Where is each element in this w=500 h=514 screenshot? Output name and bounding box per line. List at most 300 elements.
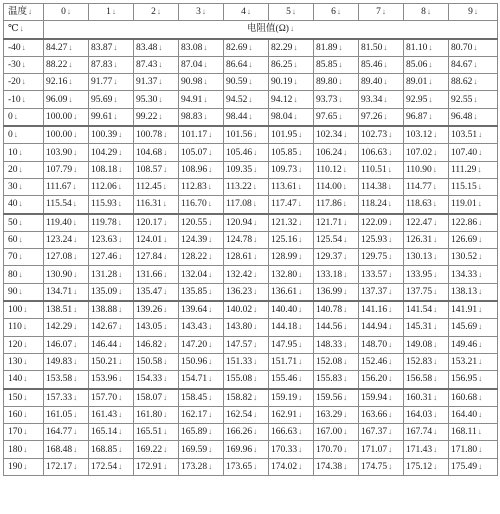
resistance-cell: 148.70↓ — [359, 336, 404, 353]
resistance-cell: 103.90↓ — [44, 144, 89, 161]
resistance-cell: 105.46↓ — [224, 144, 269, 161]
resistance-cell: 109.73↓ — [269, 161, 314, 178]
resistance-cell: 134.71↓ — [44, 283, 89, 301]
resistance-cell: 171.43↓ — [404, 441, 449, 458]
resistance-cell: 135.47↓ — [134, 283, 179, 301]
digit-header: 8↓ — [404, 4, 449, 21]
resistance-cell: 143.05↓ — [134, 319, 179, 336]
table-row — [4, 424, 498, 441]
resistance-cell: 89.80↓ — [314, 74, 359, 91]
resistance-cell: 105.85↓ — [269, 144, 314, 161]
resistance-cell: 120.55↓ — [179, 214, 224, 232]
resistance-cell: 96.09↓ — [44, 91, 89, 108]
resistance-cell: 119.40↓ — [44, 214, 89, 232]
resistance-cell: 161.80↓ — [134, 406, 179, 423]
resistance-cell: 141.91↓ — [449, 301, 498, 319]
resistance-cell: 118.24↓ — [359, 196, 404, 214]
temperature-cell: -10↓ — [4, 91, 44, 108]
resistance-cell: 101.95↓ — [269, 126, 314, 144]
resistance-cell: 117.47↓ — [269, 196, 314, 214]
resistance-cell: 162.54↓ — [224, 406, 269, 423]
resistance-cell: 140.40↓ — [269, 301, 314, 319]
resistance-cell: 147.20↓ — [179, 336, 224, 353]
resistance-cell: 159.94↓ — [359, 389, 404, 407]
resistance-cell: 94.52↓ — [224, 91, 269, 108]
temperature-cell: 120↓ — [4, 336, 44, 353]
resistance-cell: 144.56↓ — [314, 319, 359, 336]
resistance-cell: 120.17↓ — [134, 214, 179, 232]
resistance-cell: 103.51↓ — [449, 126, 498, 144]
resistance-cell: 129.75↓ — [359, 249, 404, 266]
resistance-cell: 125.93↓ — [359, 231, 404, 248]
resistance-cell: 135.85↓ — [179, 283, 224, 301]
resistance-cell: 168.11↓ — [449, 424, 498, 441]
resistance-cell: 92.95↓ — [404, 91, 449, 108]
digit-header: 4↓ — [224, 4, 269, 21]
temperature-cell: 90↓ — [4, 283, 44, 301]
resistance-cell: 114.38↓ — [359, 178, 404, 195]
table-row — [4, 249, 498, 266]
digit-header: 3↓ — [179, 4, 224, 21]
resistance-cell: 98.04↓ — [269, 108, 314, 126]
resistance-cell: 84.67↓ — [449, 56, 498, 73]
resistance-cell: 115.93↓ — [89, 196, 134, 214]
resistance-cell: 166.63↓ — [269, 424, 314, 441]
temperature-cell: 0↓ — [4, 108, 44, 126]
resistance-cell: 173.65↓ — [224, 458, 269, 475]
resistance-cell: 172.54↓ — [89, 458, 134, 475]
resistance-cell: 93.73↓ — [314, 91, 359, 108]
temperature-cell: 130↓ — [4, 353, 44, 370]
resistance-cell: 153.58↓ — [44, 371, 89, 389]
resistance-cell: 94.91↓ — [179, 91, 224, 108]
resistance-cell: 142.29↓ — [44, 319, 89, 336]
temperature-cell: 70↓ — [4, 249, 44, 266]
table-row — [4, 74, 498, 91]
resistance-cell: 82.69↓ — [224, 39, 269, 57]
resistance-cell: 113.22↓ — [224, 178, 269, 195]
table-row — [4, 371, 498, 389]
table-row — [4, 389, 498, 407]
resistance-cell: 155.83↓ — [314, 371, 359, 389]
resistance-cell: 86.25↓ — [269, 56, 314, 73]
resistance-cell: 141.16↓ — [359, 301, 404, 319]
resistance-cell: 160.31↓ — [404, 389, 449, 407]
resistance-cell: 106.24↓ — [314, 144, 359, 161]
resistance-cell: 96.48↓ — [449, 108, 498, 126]
resistance-cell: 155.08↓ — [224, 371, 269, 389]
resistance-cell: 149.83↓ — [44, 353, 89, 370]
resistance-cell: 146.07↓ — [44, 336, 89, 353]
resistance-cell: 85.85↓ — [314, 56, 359, 73]
resistance-cell: 132.04↓ — [179, 266, 224, 283]
resistance-cell: 174.38↓ — [314, 458, 359, 475]
table-row — [4, 319, 498, 336]
resistance-cell: 175.12↓ — [404, 458, 449, 475]
resistance-cell: 111.29↓ — [449, 161, 498, 178]
resistance-cell: 83.87↓ — [89, 39, 134, 57]
resistance-cell: 88.22↓ — [44, 56, 89, 73]
resistance-cell: 156.20↓ — [359, 371, 404, 389]
resistance-cell: 167.37↓ — [359, 424, 404, 441]
resistance-cell: 91.77↓ — [89, 74, 134, 91]
resistance-cell: 163.29↓ — [314, 406, 359, 423]
table-row — [4, 353, 498, 370]
resistance-cell: 165.14↓ — [89, 424, 134, 441]
resistance-cell: 119.78↓ — [89, 214, 134, 232]
temperature-cell: 60↓ — [4, 231, 44, 248]
corner-temperature-label: 温度↓ — [4, 4, 44, 21]
resistance-cell: 128.22↓ — [179, 249, 224, 266]
temperature-cell: -20↓ — [4, 74, 44, 91]
resistance-cell: 150.58↓ — [134, 353, 179, 370]
table-row — [4, 336, 498, 353]
resistance-cell: 109.35↓ — [224, 161, 269, 178]
table-row — [4, 178, 498, 195]
header-row-unit — [4, 21, 498, 39]
resistance-cell: 151.33↓ — [224, 353, 269, 370]
resistance-cell: 102.73↓ — [359, 126, 404, 144]
resistance-cell: 133.95↓ — [404, 266, 449, 283]
resistance-cell: 170.33↓ — [269, 441, 314, 458]
table-row — [4, 144, 498, 161]
resistance-cell: 122.09↓ — [359, 214, 404, 232]
resistance-cell: 140.02↓ — [224, 301, 269, 319]
resistance-cell: 151.71↓ — [269, 353, 314, 370]
table-row — [4, 266, 498, 283]
resistance-cell: 147.95↓ — [269, 336, 314, 353]
resistance-cell: 149.46↓ — [449, 336, 498, 353]
resistance-cell: 161.43↓ — [89, 406, 134, 423]
resistance-cell: 108.57↓ — [134, 161, 179, 178]
resistance-cell: 84.27↓ — [44, 39, 89, 57]
resistance-cell: 132.80↓ — [269, 266, 314, 283]
resistance-cell: 163.66↓ — [359, 406, 404, 423]
resistance-cell: 95.30↓ — [134, 91, 179, 108]
resistance-cell: 144.94↓ — [359, 319, 404, 336]
temperature-cell: 160↓ — [4, 406, 44, 423]
resistance-cell: 115.54↓ — [44, 196, 89, 214]
resistance-cell: 156.95↓ — [449, 371, 498, 389]
resistance-cell: 92.16↓ — [44, 74, 89, 91]
temperature-cell: 110↓ — [4, 319, 44, 336]
resistance-cell: 123.24↓ — [44, 231, 89, 248]
resistance-cell: 105.07↓ — [179, 144, 224, 161]
resistance-cell: 130.13↓ — [404, 249, 449, 266]
resistance-cell: 86.64↓ — [224, 56, 269, 73]
resistance-cell: 138.51↓ — [44, 301, 89, 319]
resistance-cell: 110.51↓ — [359, 161, 404, 178]
resistance-cell: 130.52↓ — [449, 249, 498, 266]
resistance-cell: 168.48↓ — [44, 441, 89, 458]
resistance-cell: 99.22↓ — [134, 108, 179, 126]
table-row — [4, 39, 498, 57]
resistance-cell: 115.15↓ — [449, 178, 498, 195]
resistance-cell: 153.21↓ — [449, 353, 498, 370]
resistance-cell: 106.63↓ — [359, 144, 404, 161]
resistance-cell: 107.02↓ — [404, 144, 449, 161]
digit-header: 2↓ — [134, 4, 179, 21]
resistance-cell: 121.71↓ — [314, 214, 359, 232]
resistance-cell: 145.69↓ — [449, 319, 498, 336]
resistance-cell: 133.18↓ — [314, 266, 359, 283]
table-row — [4, 231, 498, 248]
resistance-cell: 172.17↓ — [44, 458, 89, 475]
resistance-cell: 172.91↓ — [134, 458, 179, 475]
resistance-cell: 124.01↓ — [134, 231, 179, 248]
resistance-cell: 155.46↓ — [269, 371, 314, 389]
resistance-cell: 136.61↓ — [269, 283, 314, 301]
resistance-cell: 100.39↓ — [89, 126, 134, 144]
resistance-cell: 128.61↓ — [224, 249, 269, 266]
resistance-cell: 154.33↓ — [134, 371, 179, 389]
resistance-cell: 153.96↓ — [89, 371, 134, 389]
resistance-cell: 144.18↓ — [269, 319, 314, 336]
resistance-cell: 89.01↓ — [404, 74, 449, 91]
resistance-table — [3, 3, 498, 476]
resistance-cell: 127.46↓ — [89, 249, 134, 266]
resistance-cell: 157.70↓ — [89, 389, 134, 407]
resistance-cell: 85.06↓ — [404, 56, 449, 73]
resistance-cell: 104.29↓ — [89, 144, 134, 161]
resistance-cell: 158.45↓ — [179, 389, 224, 407]
resistance-cell: 171.80↓ — [449, 441, 498, 458]
resistance-cell: 81.50↓ — [359, 39, 404, 57]
resistance-cell: 94.12↓ — [269, 91, 314, 108]
resistance-cell: 81.10↓ — [404, 39, 449, 57]
resistance-cell: 83.48↓ — [134, 39, 179, 57]
resistance-cell: 100.78↓ — [134, 126, 179, 144]
resistance-cell: 107.40↓ — [449, 144, 498, 161]
resistance-cell: 82.29↓ — [269, 39, 314, 57]
resistance-cell: 139.26↓ — [134, 301, 179, 319]
resistance-cell: 173.28↓ — [179, 458, 224, 475]
resistance-cell: 123.63↓ — [89, 231, 134, 248]
temperature-cell: 10↓ — [4, 144, 44, 161]
resistance-cell: 112.83↓ — [179, 178, 224, 195]
resistance-cell: 161.05↓ — [44, 406, 89, 423]
resistance-cell: 158.82↓ — [224, 389, 269, 407]
temperature-cell: 20↓ — [4, 161, 44, 178]
resistance-cell: 126.31↓ — [404, 231, 449, 248]
resistance-cell: 116.31↓ — [134, 196, 179, 214]
resistance-cell: 133.57↓ — [359, 266, 404, 283]
resistance-cell: 160.68↓ — [449, 389, 498, 407]
resistance-cell: 101.56↓ — [224, 126, 269, 144]
digit-header: 7↓ — [359, 4, 404, 21]
temperature-cell: 100↓ — [4, 301, 44, 319]
table-row — [4, 458, 498, 475]
temperature-cell: -40↓ — [4, 39, 44, 57]
temperature-cell: 50↓ — [4, 214, 44, 232]
resistance-cell: 146.82↓ — [134, 336, 179, 353]
resistance-cell: 124.78↓ — [224, 231, 269, 248]
resistance-cell: 87.04↓ — [179, 56, 224, 73]
temperature-cell: 40↓ — [4, 196, 44, 214]
resistance-cell: 100.00↓ — [44, 108, 89, 126]
resistance-cell: 114.77↓ — [404, 178, 449, 195]
resistance-cell: 158.07↓ — [134, 389, 179, 407]
resistance-cell: 143.80↓ — [224, 319, 269, 336]
resistance-cell: 122.47↓ — [404, 214, 449, 232]
resistance-cell: 147.57↓ — [224, 336, 269, 353]
resistance-cell: 129.37↓ — [314, 249, 359, 266]
resistance-cell: 169.22↓ — [134, 441, 179, 458]
digit-header: 6↓ — [314, 4, 359, 21]
resistance-cell: 113.61↓ — [269, 178, 314, 195]
table-row — [4, 214, 498, 232]
resistance-cell: 148.33↓ — [314, 336, 359, 353]
resistance-cell: 117.08↓ — [224, 196, 269, 214]
digit-header: 9↓ — [449, 4, 498, 21]
resistance-cell: 91.37↓ — [134, 74, 179, 91]
resistance-cell: 159.19↓ — [269, 389, 314, 407]
corner-unit-label: ℃↓ — [4, 21, 44, 39]
resistance-cell: 132.42↓ — [224, 266, 269, 283]
resistance-cell: 139.64↓ — [179, 301, 224, 319]
resistance-cell: 98.44↓ — [224, 108, 269, 126]
resistance-cell: 127.08↓ — [44, 249, 89, 266]
resistance-cell: 145.31↓ — [404, 319, 449, 336]
resistance-cell: 141.54↓ — [404, 301, 449, 319]
resistance-cell: 164.77↓ — [44, 424, 89, 441]
resistance-cell: 135.09↓ — [89, 283, 134, 301]
resistance-cell: 97.65↓ — [314, 108, 359, 126]
resistance-cell: 171.07↓ — [359, 441, 404, 458]
resistance-cell: 120.94↓ — [224, 214, 269, 232]
resistance-table-container — [3, 3, 497, 511]
resistance-cell: 107.79↓ — [44, 161, 89, 178]
resistance-cell: 136.99↓ — [314, 283, 359, 301]
temperature-cell: -30↓ — [4, 56, 44, 73]
resistance-cell: 114.00↓ — [314, 178, 359, 195]
header-row-digits — [4, 4, 498, 21]
resistance-cell: 104.68↓ — [134, 144, 179, 161]
resistance-cell: 149.08↓ — [404, 336, 449, 353]
resistance-cell: 150.96↓ — [179, 353, 224, 370]
resistance-cell: 162.17↓ — [179, 406, 224, 423]
resistance-cell: 112.45↓ — [134, 178, 179, 195]
resistance-cell: 142.67↓ — [89, 319, 134, 336]
resistance-cell: 169.96↓ — [224, 441, 269, 458]
table-row — [4, 406, 498, 423]
table-row — [4, 196, 498, 214]
resistance-cell: 101.17↓ — [179, 126, 224, 144]
resistance-cell: 152.08↓ — [314, 353, 359, 370]
digit-header: 1↓ — [89, 4, 134, 21]
resistance-cell: 119.01↓ — [449, 196, 498, 214]
resistance-cell: 97.26↓ — [359, 108, 404, 126]
resistance-cell: 164.40↓ — [449, 406, 498, 423]
resistance-cell: 126.69↓ — [449, 231, 498, 248]
resistance-cell: 136.23↓ — [224, 283, 269, 301]
resistance-cell: 85.46↓ — [359, 56, 404, 73]
resistance-cell: 90.98↓ — [179, 74, 224, 91]
resistance-cell: 121.32↓ — [269, 214, 314, 232]
table-row — [4, 56, 498, 73]
resistance-cell: 125.16↓ — [269, 231, 314, 248]
resistance-cell: 168.85↓ — [89, 441, 134, 458]
resistance-cell: 93.34↓ — [359, 91, 404, 108]
resistance-cell: 164.03↓ — [404, 406, 449, 423]
resistance-cell: 140.78↓ — [314, 301, 359, 319]
resistance-cell: 92.55↓ — [449, 91, 498, 108]
resistance-cell: 100.00↓ — [44, 126, 89, 144]
resistance-cell: 112.06↓ — [89, 178, 134, 195]
resistance-cell: 87.83↓ — [89, 56, 134, 73]
resistance-cell: 130.90↓ — [44, 266, 89, 283]
table-row — [4, 91, 498, 108]
resistance-cell: 174.75↓ — [359, 458, 404, 475]
resistance-cell: 137.37↓ — [359, 283, 404, 301]
resistance-cell: 174.02↓ — [269, 458, 314, 475]
resistance-cell: 167.74↓ — [404, 424, 449, 441]
resistance-cell: 157.33↓ — [44, 389, 89, 407]
resistance-cell: 108.96↓ — [179, 161, 224, 178]
resistance-cell: 102.34↓ — [314, 126, 359, 144]
resistance-cell: 137.75↓ — [404, 283, 449, 301]
resistance-cell: 90.19↓ — [269, 74, 314, 91]
resistance-cell: 125.54↓ — [314, 231, 359, 248]
resistance-cell: 165.89↓ — [179, 424, 224, 441]
temperature-cell: 140↓ — [4, 371, 44, 389]
resistance-cell: 88.62↓ — [449, 74, 498, 91]
resistance-cell: 124.39↓ — [179, 231, 224, 248]
resistance-cell: 131.28↓ — [89, 266, 134, 283]
resistance-unit-header: 电阻值(Ω)↓ — [44, 21, 498, 39]
table-row — [4, 108, 498, 126]
digit-header: 0↓ — [44, 4, 89, 21]
resistance-cell: 127.84↓ — [134, 249, 179, 266]
temperature-cell: 80↓ — [4, 266, 44, 283]
resistance-cell: 152.46↓ — [359, 353, 404, 370]
resistance-cell: 98.83↓ — [179, 108, 224, 126]
table-row — [4, 441, 498, 458]
resistance-cell: 87.43↓ — [134, 56, 179, 73]
resistance-cell: 95.69↓ — [89, 91, 134, 108]
resistance-cell: 159.56↓ — [314, 389, 359, 407]
resistance-cell: 143.43↓ — [179, 319, 224, 336]
resistance-cell: 138.13↓ — [449, 283, 498, 301]
digit-header: 5↓ — [269, 4, 314, 21]
resistance-cell: 99.61↓ — [89, 108, 134, 126]
resistance-cell: 169.59↓ — [179, 441, 224, 458]
resistance-cell: 165.51↓ — [134, 424, 179, 441]
resistance-cell: 110.12↓ — [314, 161, 359, 178]
resistance-cell: 166.26↓ — [224, 424, 269, 441]
resistance-cell: 108.18↓ — [89, 161, 134, 178]
temperature-cell: 150↓ — [4, 389, 44, 407]
resistance-cell: 175.49↓ — [449, 458, 498, 475]
resistance-cell: 170.70↓ — [314, 441, 359, 458]
resistance-cell: 89.40↓ — [359, 74, 404, 91]
resistance-cell: 138.88↓ — [89, 301, 134, 319]
resistance-cell: 83.08↓ — [179, 39, 224, 57]
resistance-cell: 150.21↓ — [89, 353, 134, 370]
resistance-cell: 122.86↓ — [449, 214, 498, 232]
resistance-cell: 90.59↓ — [224, 74, 269, 91]
resistance-cell: 134.33↓ — [449, 266, 498, 283]
resistance-cell: 167.00↓ — [314, 424, 359, 441]
resistance-cell: 117.86↓ — [314, 196, 359, 214]
resistance-cell: 131.66↓ — [134, 266, 179, 283]
temperature-cell: 180↓ — [4, 441, 44, 458]
resistance-cell: 111.67↓ — [44, 178, 89, 195]
resistance-cell: 146.44↓ — [89, 336, 134, 353]
temperature-cell: 0↓ — [4, 126, 44, 144]
resistance-cell: 162.91↓ — [269, 406, 314, 423]
resistance-cell: 128.99↓ — [269, 249, 314, 266]
